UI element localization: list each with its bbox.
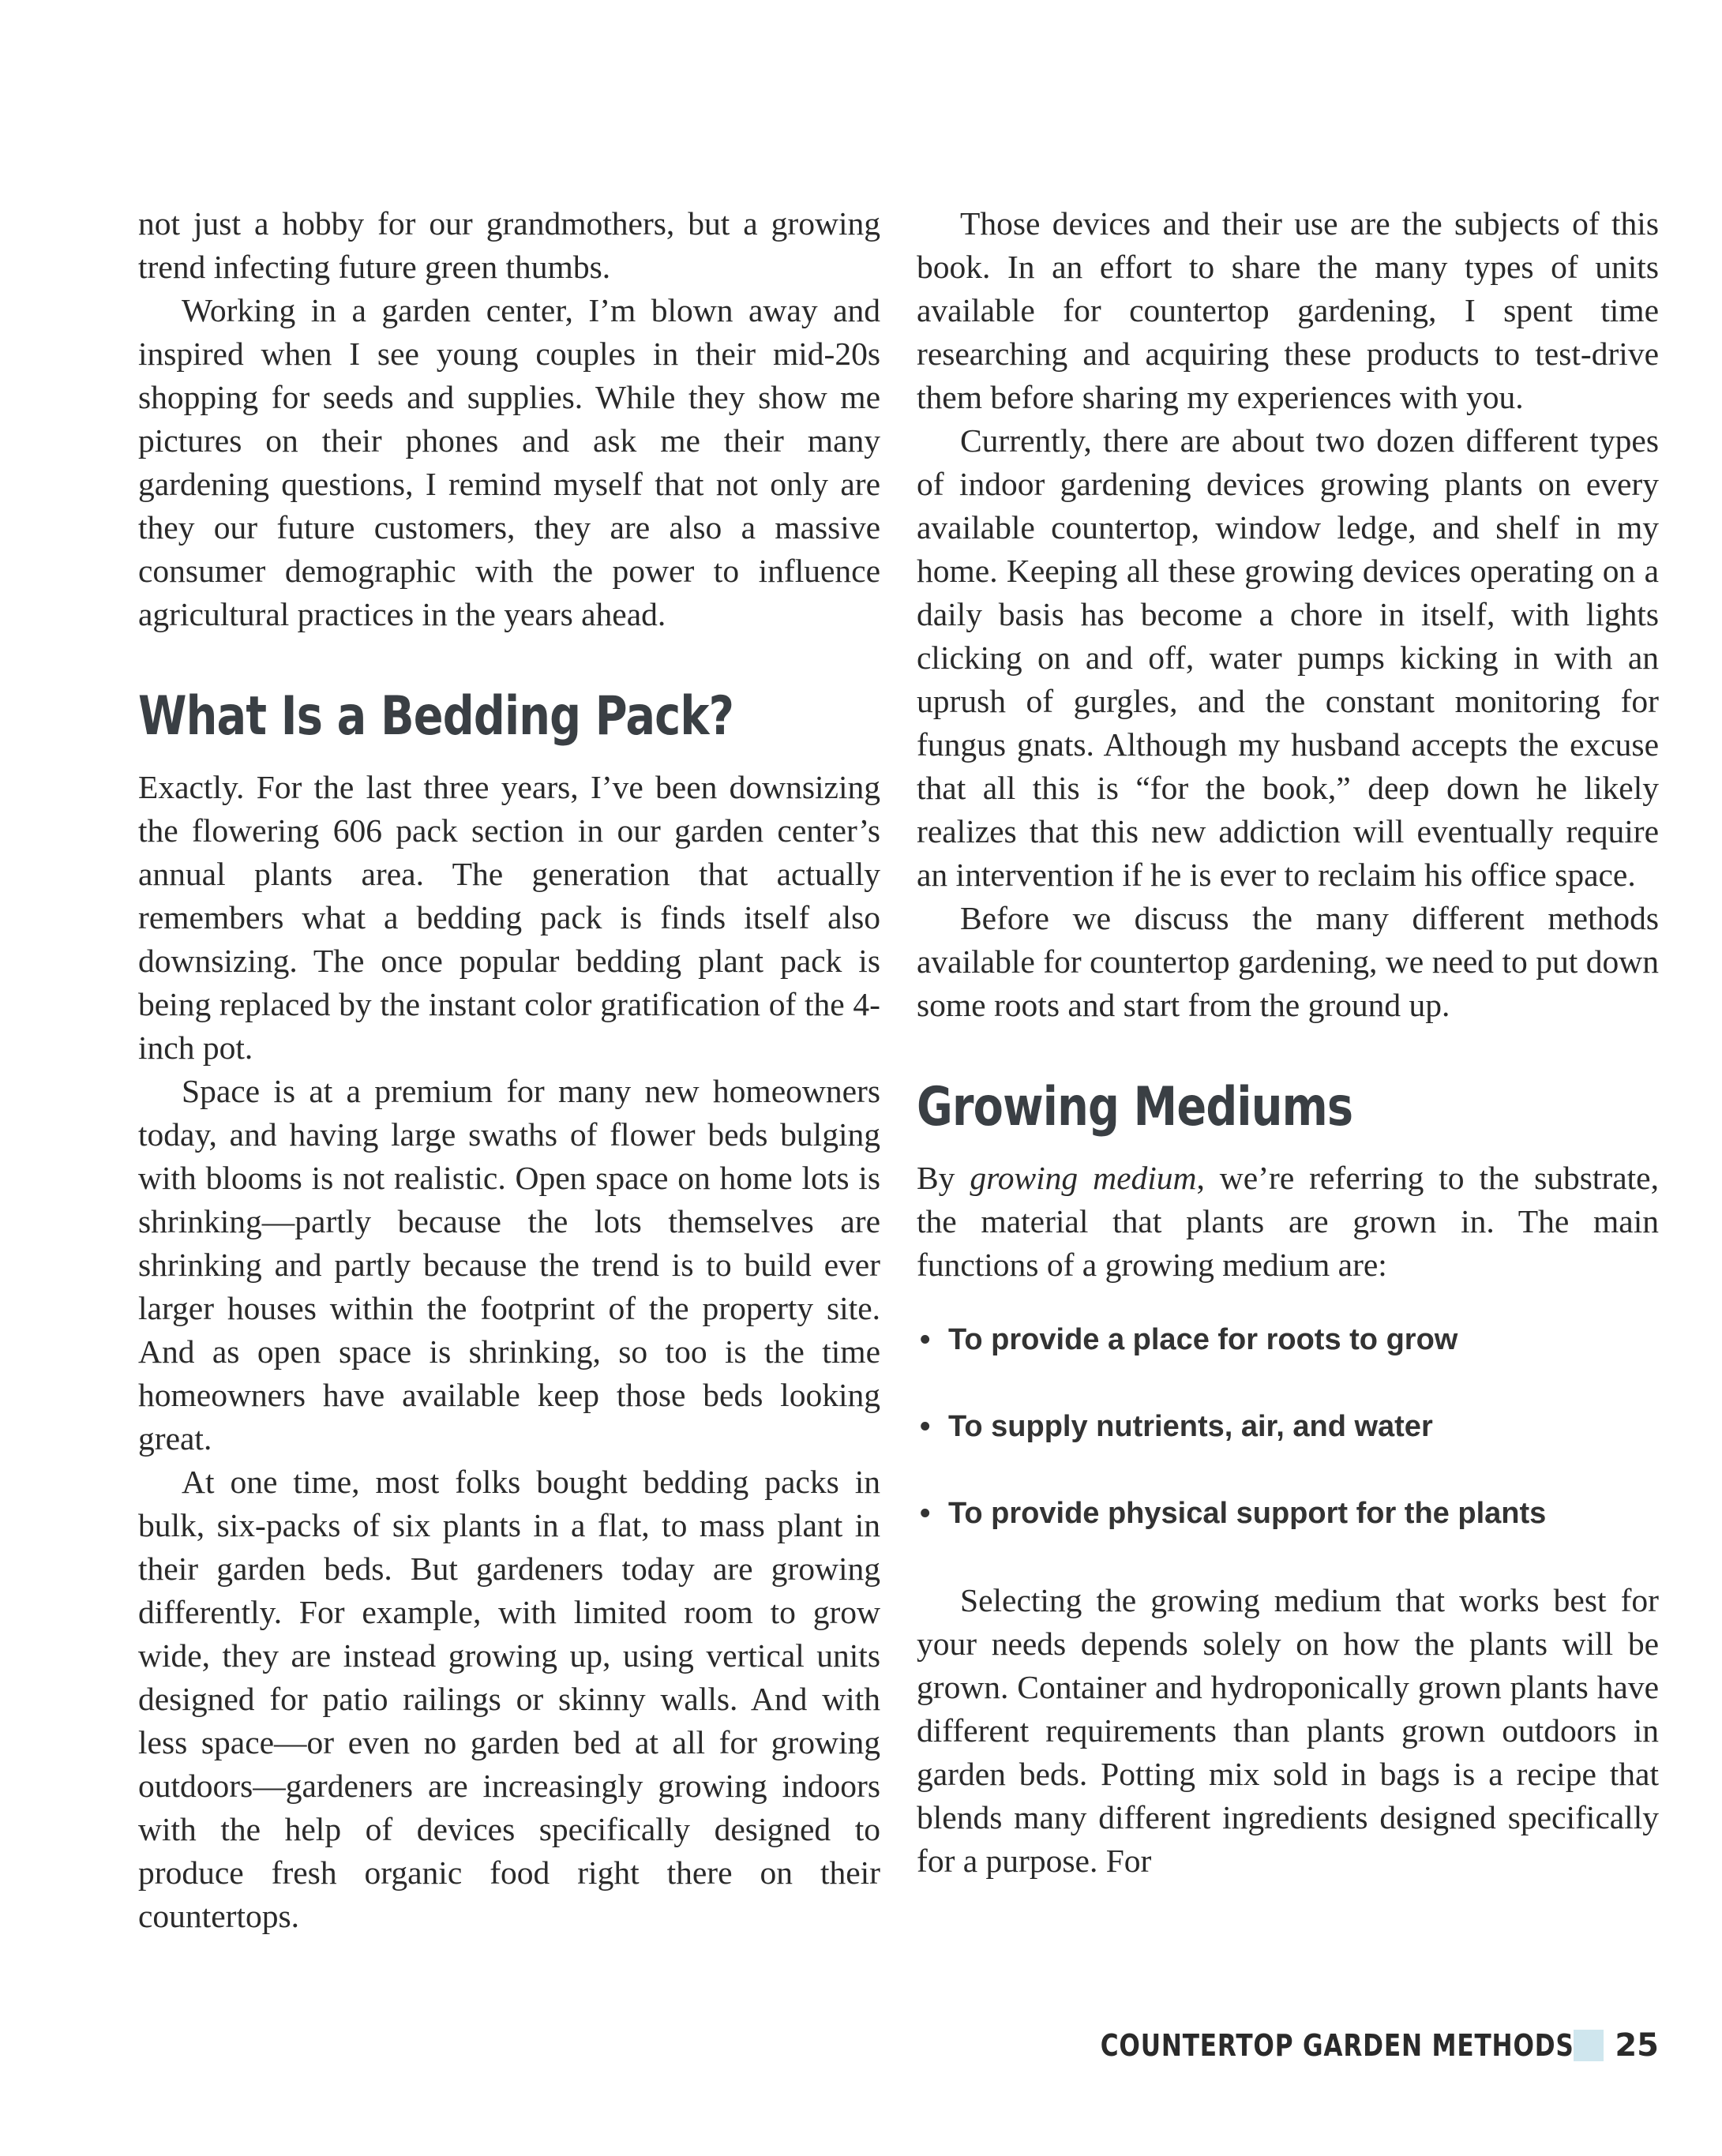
section-heading-growing-mediums: Growing Mediums	[917, 1076, 1353, 1138]
list-item-text: To supply nutrients, air, and water	[948, 1410, 1433, 1443]
defined-term: growing medium	[970, 1160, 1197, 1196]
page-footer	[996, 2027, 1659, 2064]
paragraph-text: , we’re referring to the substrate, the material that plants are grown in. The main functions of a growing medium are:	[917, 1160, 1659, 1283]
body-paragraph	[917, 1157, 1659, 1287]
list-item-text: To provide a place for roots to grow	[948, 1323, 1458, 1356]
section-heading-bedding-pack: What Is a Bedding Pack?	[138, 685, 734, 748]
list-item	[917, 1405, 1659, 1449]
right-column	[917, 202, 1659, 1883]
running-head: COUNTERTOP GARDEN METHODS	[1100, 2028, 1574, 2063]
functions-list	[917, 1318, 1659, 1535]
footer-tab-mark	[1574, 2030, 1604, 2061]
body-paragraph: At one time, most folks bought bedding packs in bulk, six-packs of six plants in a flat, to mass plant in their garden beds. But gardeners today are growing differently. For example, with limited room to grow wide, they are instead growing up, using vertical units designed for patio railings or skinny walls. And with less space—or even no garden bed at all for growing outdoors—gardeners are increasingly growing indoors with the help of devices specifically designed to produce fresh organic food right there on their countertops.	[138, 1464, 880, 1934]
page-number: 25	[1615, 2027, 1659, 2064]
bullet-icon: •	[920, 1323, 931, 1356]
paragraph-lead: By	[917, 1160, 970, 1196]
body-paragraph: Working in a garden center, I’m blown away and inspired when I see young couples in their mid-20s shopping for seeds and supplies. While they show me pictures on their phones and ask me their many gardening questions, I remind myself that not only are they our future customers, they are also a massive consumer demographic with the power to influence agricultural practices in the years ahead.	[138, 292, 880, 632]
bullet-icon: •	[920, 1497, 931, 1530]
list-item	[917, 1492, 1659, 1535]
body-paragraph: Those devices and their use are the subjects of this book. In an effort to share the many types of units available for countertop gardening, I spent time researching and acquiring these products to test-drive them before sharing my experiences with you.	[917, 205, 1659, 415]
body-paragraph: Selecting the growing medium that works best for your needs depends solely on how the plants will be grown. Container and hydroponically grown plants have different requirements than plants grown outdoors in garden beds. Potting mix sold in bags is a recipe that blends many different ingredients designed specifically for a purpose. For	[917, 1582, 1659, 1879]
body-paragraph: Exactly. For the last three years, I’ve been downsizing the flowering 606 pack section in our garden center’s annual plants area. The generation that actually remembers what a bedding pack is finds itself also downsizing. The once popular bedding plant pack is being replaced by the instant color gratification of the 4-inch pot.	[138, 769, 880, 1066]
list-item-text: To provide physical support for the plants	[948, 1497, 1547, 1530]
body-paragraph: Currently, there are about two dozen different types of indoor gardening devices growing plants on every available countertop, window ledge, and shelf in my home. Keeping all these growing devices operating on a daily basis has become a chore in itself, with lights clicking on and off, water pumps kicking in with an uprush of gurgles, and the constant monitoring for fungus gnats. Although my husband accepts the excuse that all this is “for the book,” deep down he likely realizes that this new addiction will eventually require an intervention if he is ever to reclaim his office space.	[917, 422, 1659, 893]
list-item	[917, 1318, 1659, 1362]
bullet-icon: •	[920, 1410, 931, 1443]
body-paragraph: Before we discuss the many different methods available for countertop gardening, we need to put down some roots and start from the ground up.	[917, 900, 1659, 1023]
left-column	[138, 202, 880, 1938]
body-paragraph: Space is at a premium for many new homeowners today, and having large swaths of flower beds bulging with blooms is not realistic. Open space on home lots is shrinking—partly because the lots themselves are shrinking and partly because the trend is to build ever larger houses within the footprint of the property site. And as open space is shrinking, so too is the time homeowners have available keep those beds looking great.	[138, 1073, 880, 1457]
body-paragraph: not just a hobby for our grandmothers, but a growing trend infecting future green thumbs.	[138, 205, 880, 285]
